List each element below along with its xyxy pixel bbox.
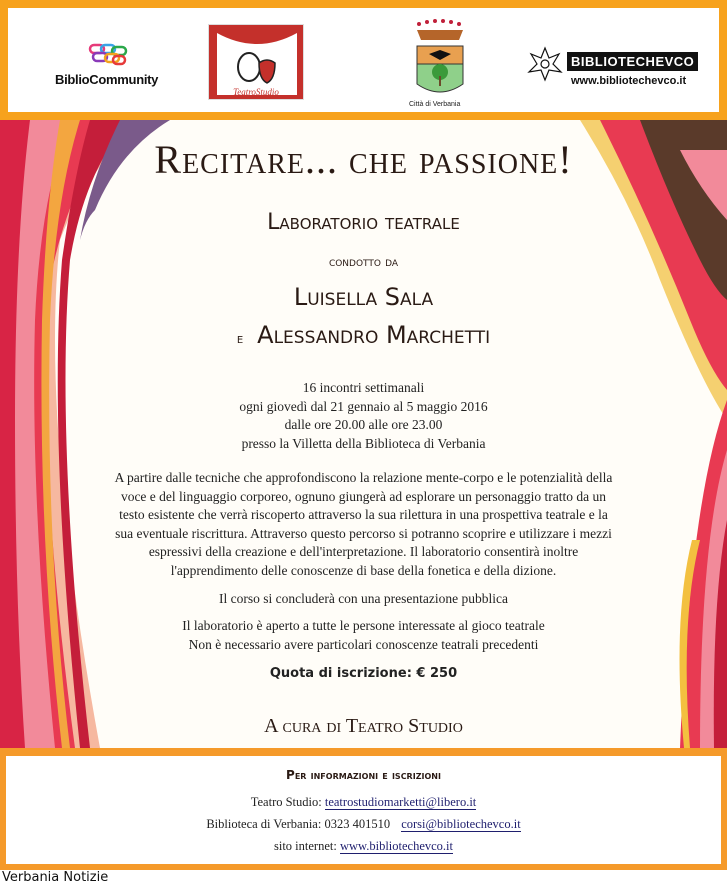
bibliotechevco-name: BIBLIOTECHEVCO	[567, 52, 698, 71]
footer-site-line	[0, 837, 727, 856]
bibliotechevco-logo	[527, 44, 707, 94]
footer-biblioteca-line	[0, 815, 727, 834]
subtitle: Laboratorio teatrale	[267, 210, 460, 235]
description-line: l'apprendimento delle conoscenze di base della fonetica e della dizione.	[170, 562, 557, 578]
schedule-line: 16 incontri settimanali	[302, 380, 425, 395]
description-line: A partire dalle tecniche che approfondiscono la relazione mente-corpo e le potenzialità della	[114, 470, 613, 485]
schedule-line: ogni giovedì dal 21 gennaio al 5 maggio 2016	[239, 398, 488, 414]
description-line: testo esistente che verrà riscoperto attraverso la sua rilettura in una prospettiva teatrale e la	[119, 507, 608, 522]
flower-icon	[527, 44, 563, 84]
fee: Quota di iscrizione: € 250	[269, 666, 458, 681]
teacher-1: Luisella Sala	[293, 283, 434, 311]
and-text: e	[236, 331, 244, 347]
teatrostudio-logo	[208, 24, 304, 100]
schedule-line: presso la Villetta della Biblioteca di Verbania	[241, 435, 486, 451]
curated-by: A cura di Teatro Studio	[264, 715, 463, 737]
footer-teatro-line	[0, 793, 727, 812]
audience	[0, 617, 727, 654]
teacher-2-line	[0, 321, 727, 349]
audience-line: Il laboratorio è aperto a tutte le persone interessate al gioco teatrale	[182, 618, 545, 633]
citta-verbania-text: Città di Verbania	[409, 101, 461, 108]
description-line: voce e del linguaggio corporeo, ognuno giungerà ad esplorare un personaggio tratto da un	[120, 488, 607, 504]
teatro-label: Teatro Studio:	[250, 795, 322, 809]
bibliocommunity-logo	[55, 42, 175, 92]
source-credit: Verbania Notizie	[2, 870, 109, 885]
site-link[interactable]: www.bibliotechevco.it	[339, 839, 454, 853]
schedule	[0, 379, 727, 453]
description	[0, 469, 727, 580]
teatrostudio-text: TeatroStudio	[233, 87, 279, 97]
footer-heading: Per informazioni e iscrizioni	[286, 768, 441, 782]
biblioteca-email-link[interactable]: corsi@bibliotechevco.it	[401, 817, 521, 831]
biblioteca-label: Biblioteca di Verbania:	[206, 817, 322, 831]
audience-line: Non è necessario avere particolari conoscenze teatrali precedenti	[188, 636, 539, 652]
bibliocommunity-text: BiblioCommunity	[55, 72, 159, 87]
biblioteca-phone: 0323 401510	[324, 817, 391, 831]
description-line: sua eventuale riscrittura. Attraverso questo percorso si potranno scoprire e utilizzare i mezzi	[115, 525, 612, 541]
page-title: Recitare... che passione!	[154, 137, 573, 182]
teatro-email-link[interactable]: teatrostudiomarketti@libero.it	[324, 795, 477, 809]
bibliocommunity-icon	[55, 42, 175, 70]
description-line: espressivi della creazione e dell'interpretazione. Il laboratorio consentirà inoltre	[148, 544, 579, 559]
bibliotechevco-url: www.bibliotechevco.it	[571, 75, 687, 87]
conclusion: Il corso si concluderà con una presentazione pubblica	[218, 591, 508, 606]
conducted-by: condotto da	[328, 255, 399, 270]
citta-verbania-logo	[405, 14, 475, 110]
teacher-2: Alessandro Marchetti	[257, 321, 491, 349]
site-label: sito internet:	[273, 839, 337, 853]
schedule-line: dalle ore 20.00 alle ore 23.00	[284, 417, 443, 432]
coat-of-arms-icon	[405, 14, 475, 100]
